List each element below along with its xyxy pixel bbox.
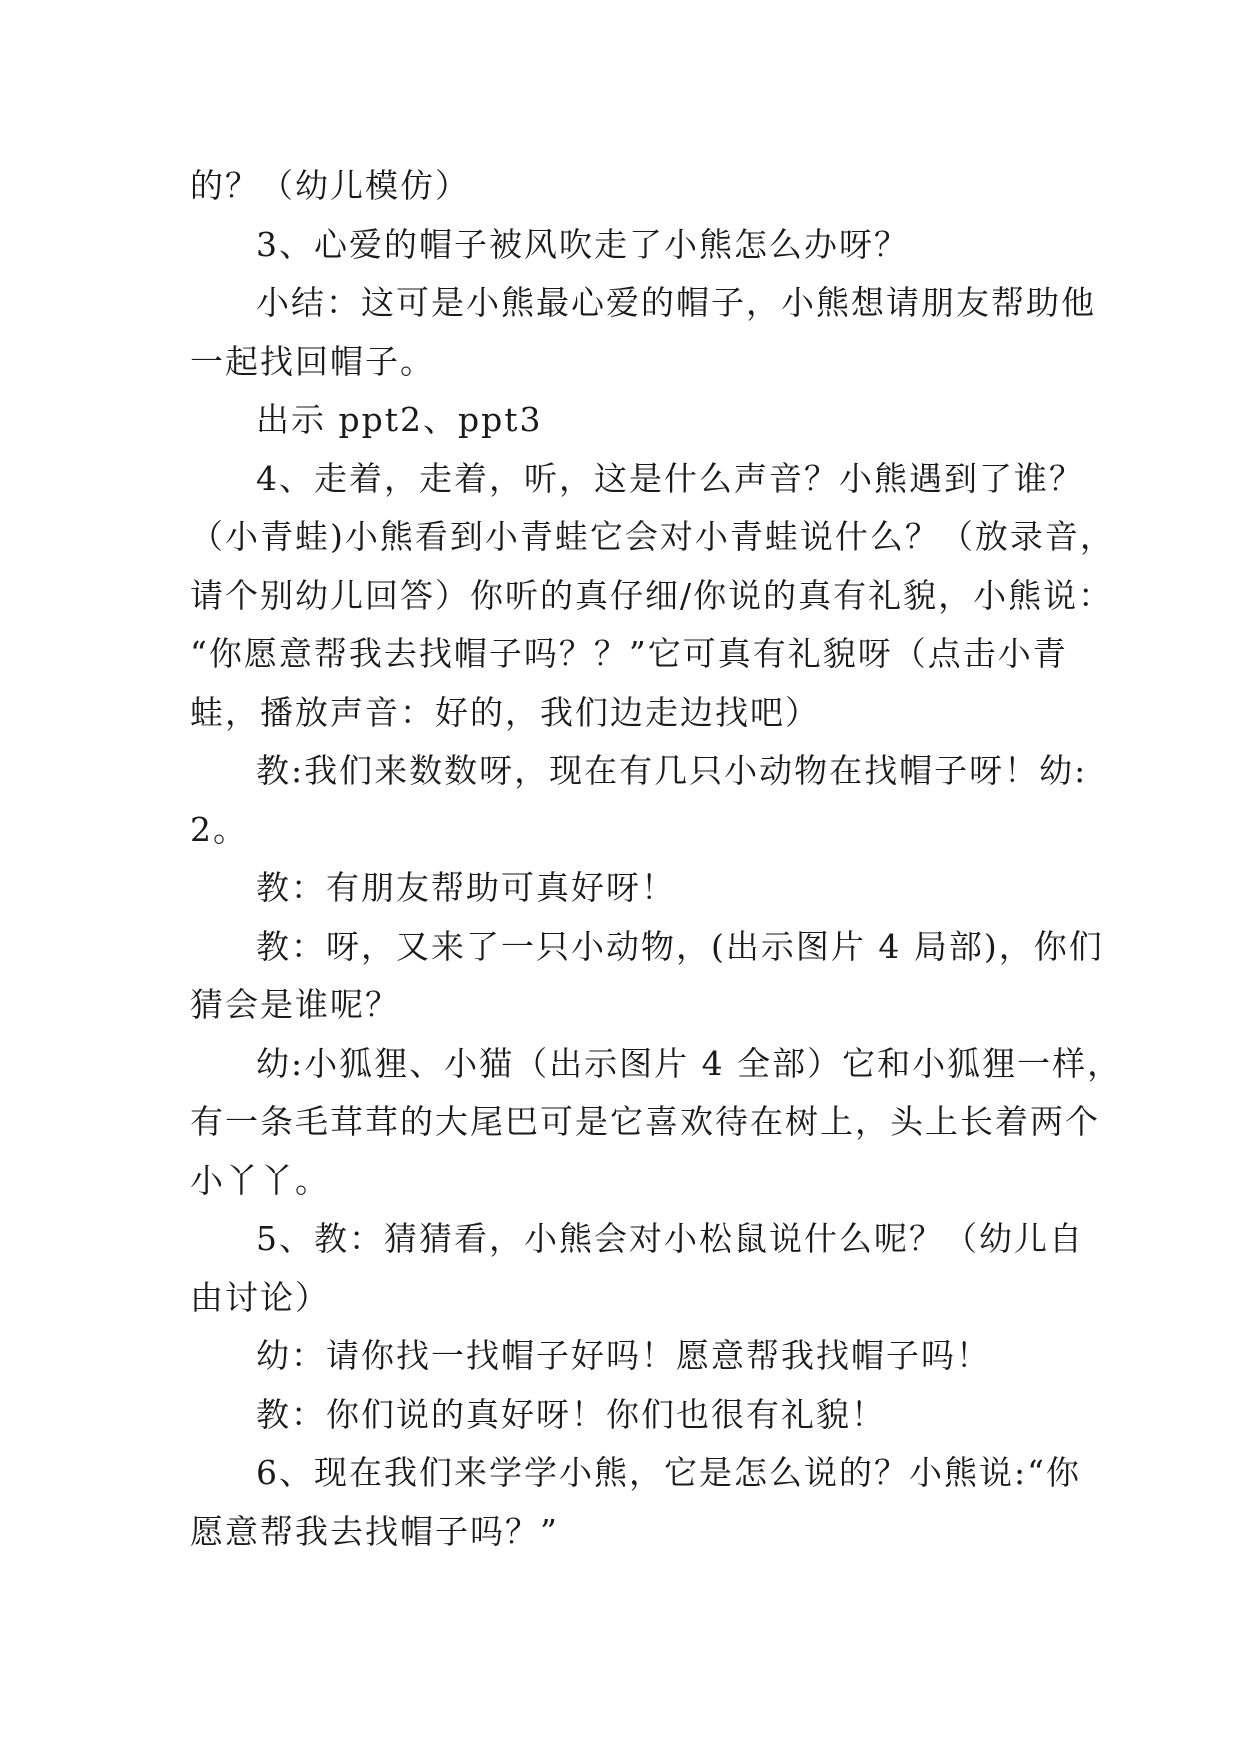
text-line: 幼：请你找一找帽子好吗！愿意帮我找帽子吗！ [256,1336,991,1375]
text-line: 猜会是谁呢？ [190,985,400,1024]
text-line: 请个别幼儿回答）你听的真仔细/你说的真有礼貌，小熊说： [190,575,1114,615]
text-line: “你愿意帮我去找帽子吗？？”它可真有礼貌呀（点击小青 [190,634,1068,673]
text-line: 小丫丫。 [190,1160,330,1200]
text-line: 教：有朋友帮助可真好呀！ [256,868,676,907]
text-line: 教:我们来数数呀，现在有几只小动物在找帽子呀！幼: [256,751,1088,790]
text-line: 5、教：猜猜看，小熊会对小松鼠说什么呢？（幼儿自 [256,1219,1084,1258]
text-line: 的？（幼儿模仿） [190,166,470,205]
text-line: 2。 [190,809,248,849]
text-line: 出示 ppt2、ppt3 [256,400,543,439]
text-line: 3、心爱的帽子被风吹走了小熊怎么办呀？ [256,224,909,264]
text-line: 由讨论） [190,1277,330,1317]
text-line: 6、现在我们来学学小熊，它是怎么说的？小熊说:“你 [256,1453,1081,1492]
text-line: 4、走着，走着，听，这是什么声音？小熊遇到了谁？ [256,458,1084,498]
text-line: （小青蛙)小熊看到小青蛙它会对小青蛙说什么？（放录音， [190,517,1115,556]
text-line: 一起找回帽子。 [190,341,435,381]
text-line: 教：你们说的真好呀！你们也很有礼貌！ [256,1394,886,1434]
text-line: 教：呀，又来了一只小动物，(出示图片 4 局部)，你们 [256,926,1104,966]
document-body [190,157,1123,1561]
text-line: 小结：这可是小熊最心爱的帽子，小熊想请朋友帮助他 [256,283,1096,322]
text-line: 愿意帮我去找帽子吗？” [190,1511,559,1551]
text-line: 蛙，播放声音：好的，我们边走边找吧） [190,692,820,732]
text-line: 有一条毛茸茸的大尾巴可是它喜欢待在树上，头上长着两个 [190,1102,1100,1141]
text-line: 幼:小狐狸、小猫（出示图片 4 全部）它和小狐狸一样， [256,1043,1123,1083]
